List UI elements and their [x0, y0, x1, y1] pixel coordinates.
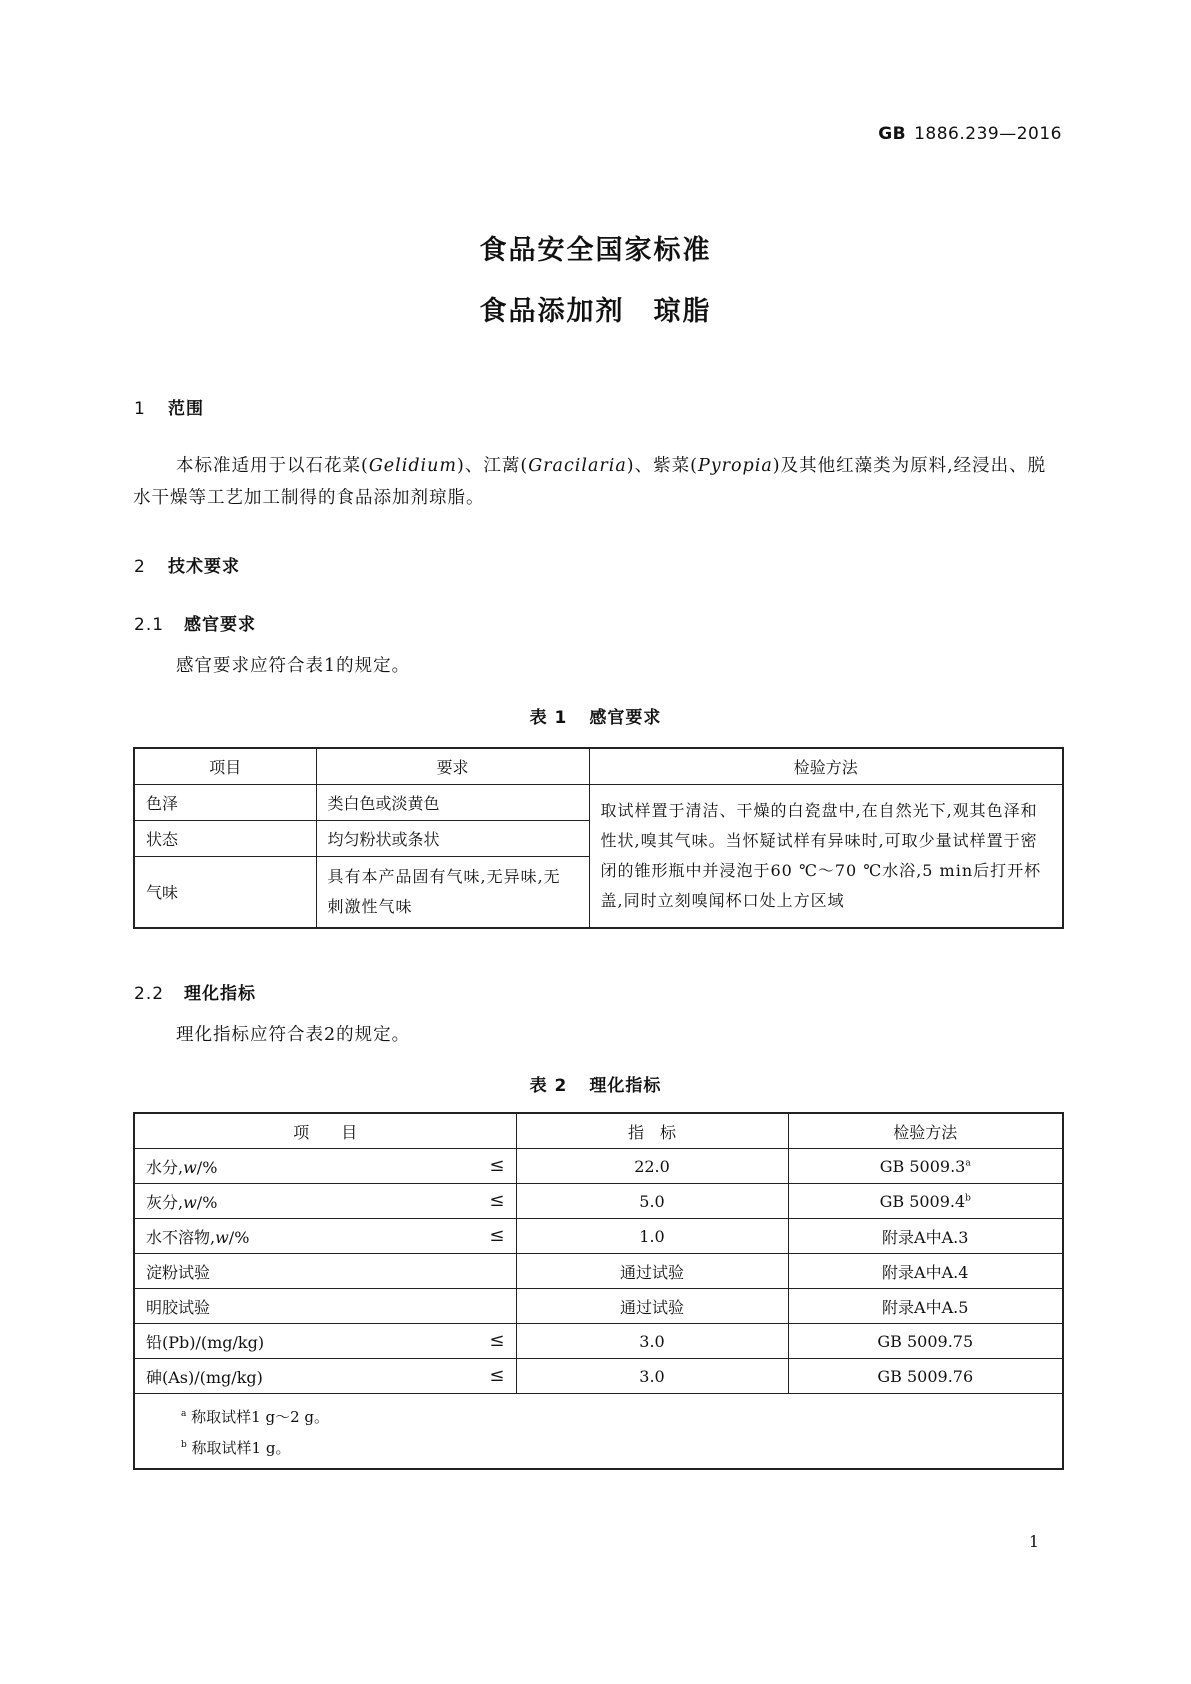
value-cell: 5.0 [516, 1184, 788, 1219]
header-cell: 项 目 [134, 1113, 516, 1149]
value-cell: 通过试验 [516, 1254, 788, 1289]
item-cell: 淀粉试验 [134, 1254, 516, 1289]
section-2-2-heading [134, 979, 256, 1004]
table-row [134, 1184, 1063, 1219]
method-cell: 附录A中A.4 [788, 1254, 1063, 1289]
item-cell: 水不溶物,w/% ≤ [134, 1219, 516, 1254]
section-number: 2.1 [134, 615, 165, 635]
footnote-ref: a [965, 1158, 971, 1169]
method-cell: GB 5009.4$^b$ [788, 1184, 1063, 1219]
table-1-caption: 表 1 感官要求 [529, 708, 662, 728]
item-cell: 铅(Pb)/(mg/kg) ≤ [134, 1324, 516, 1359]
table-row [134, 784, 1063, 820]
table-header-row [134, 748, 1063, 784]
section-2-1-text: 感官要求应符合表1的规定。 [176, 656, 411, 676]
value-cell: 22.0 [516, 1149, 788, 1184]
method-cell: 附录A中A.3 [788, 1219, 1063, 1254]
method-cell: GB 5009.3$^a$ [788, 1149, 1063, 1184]
value-cell: 1.0 [516, 1219, 788, 1254]
item-cell: 色泽 [134, 784, 316, 820]
method-cell: GB 5009.75 [788, 1324, 1063, 1359]
less-equal-sign: ≤ [489, 1224, 505, 1246]
genus-name: Pyropia [697, 456, 773, 476]
requirement-cell: 具有本产品固有气味,无异味,无刺激性气味 [316, 856, 589, 928]
header-cell: 项目 [134, 748, 316, 784]
header-cell: 要求 [316, 748, 589, 784]
item-cell: 状态 [134, 820, 316, 856]
requirement-cell: 类白色或淡黄色 [316, 784, 589, 820]
document-subtitle: 食品添加剂 琼脂 [479, 296, 712, 327]
item-cell: 砷(As)/(mg/kg) ≤ [134, 1359, 516, 1394]
method-cell: 附录A中A.5 [788, 1289, 1063, 1324]
table-2-caption: 表 2 理化指标 [529, 1076, 662, 1096]
standard-number: 1886.239—2016 [914, 124, 1062, 144]
value-cell: 3.0 [516, 1359, 788, 1394]
value-cell: 3.0 [516, 1324, 788, 1359]
document-title: 食品安全国家标准 [479, 235, 712, 266]
item-cell: 灰分,w/% ≤ [134, 1184, 516, 1219]
table-row [134, 1289, 1063, 1324]
section-2-heading [134, 552, 240, 577]
footnote: $^b$ 称取试样1 g。 [181, 1439, 291, 1457]
section-title: 技术要求 [168, 557, 240, 577]
section-title: 理化指标 [184, 984, 256, 1004]
section-1-text: 本标准适用于以石花菜(Gelidium)、江蓠(Gracilaria)、紫菜(Pyropia)及其他红藻类为原料,经浸出、脱水干燥等工艺加工制得的食品添加剂琼脂。 [133, 456, 1047, 508]
page-number: 1 [1028, 1532, 1039, 1551]
table-header-row [134, 1113, 1063, 1149]
header-cell: 指 标 [516, 1113, 788, 1149]
less-equal-sign: ≤ [489, 1364, 505, 1386]
less-equal-sign: ≤ [489, 1189, 505, 1211]
table-row [134, 1324, 1063, 1359]
physicochemical-table [133, 1112, 1064, 1470]
footnote: $^a$ 称取试样1 g～2 g。 [181, 1408, 329, 1426]
footnote-ref: b [965, 1193, 971, 1204]
section-number: 2 [134, 557, 146, 577]
section-title: 范围 [168, 399, 204, 419]
footnote-cell [134, 1394, 1063, 1470]
requirement-cell: 均匀粉状或条状 [316, 820, 589, 856]
standard-prefix: GB [878, 124, 907, 144]
section-title: 感官要求 [184, 615, 256, 635]
sensory-table [133, 747, 1064, 929]
less-equal-sign: ≤ [489, 1329, 505, 1351]
header-cell: 检验方法 [589, 748, 1063, 784]
table-row [134, 1149, 1063, 1184]
method-cell: 取试样置于清洁、干燥的白瓷盘中,在自然光下,观其色泽和性状,嗅其气味。当怀疑试样有异味时,可取少量试样置于密闭的锥形瓶中并浸泡于60 ℃～70 ℃水浴,5 min后打开杯盖,同时立刻嗅闻杯口处上方区域 [589, 784, 1063, 928]
header-cell: 检验方法 [788, 1113, 1063, 1149]
section-1-heading [134, 394, 204, 419]
genus-name: Gelidium [368, 456, 458, 476]
less-equal-sign: ≤ [489, 1154, 505, 1176]
standard-code [878, 124, 1062, 144]
item-cell: 气味 [134, 856, 316, 928]
method-cell: GB 5009.76 [788, 1359, 1063, 1394]
table-row [134, 1254, 1063, 1289]
table-row [134, 1359, 1063, 1394]
item-cell: 水分,w/% ≤ [134, 1149, 516, 1184]
table-row [134, 1219, 1063, 1254]
section-number: 1 [134, 399, 146, 419]
section-number: 2.2 [134, 984, 165, 1004]
item-cell: 明胶试验 [134, 1289, 516, 1324]
genus-name: Gracilaria [528, 456, 627, 476]
table-footnotes [134, 1394, 1063, 1470]
value-cell: 通过试验 [516, 1289, 788, 1324]
section-2-1-heading [134, 610, 256, 635]
section-2-2-text: 理化指标应符合表2的规定。 [176, 1025, 411, 1045]
